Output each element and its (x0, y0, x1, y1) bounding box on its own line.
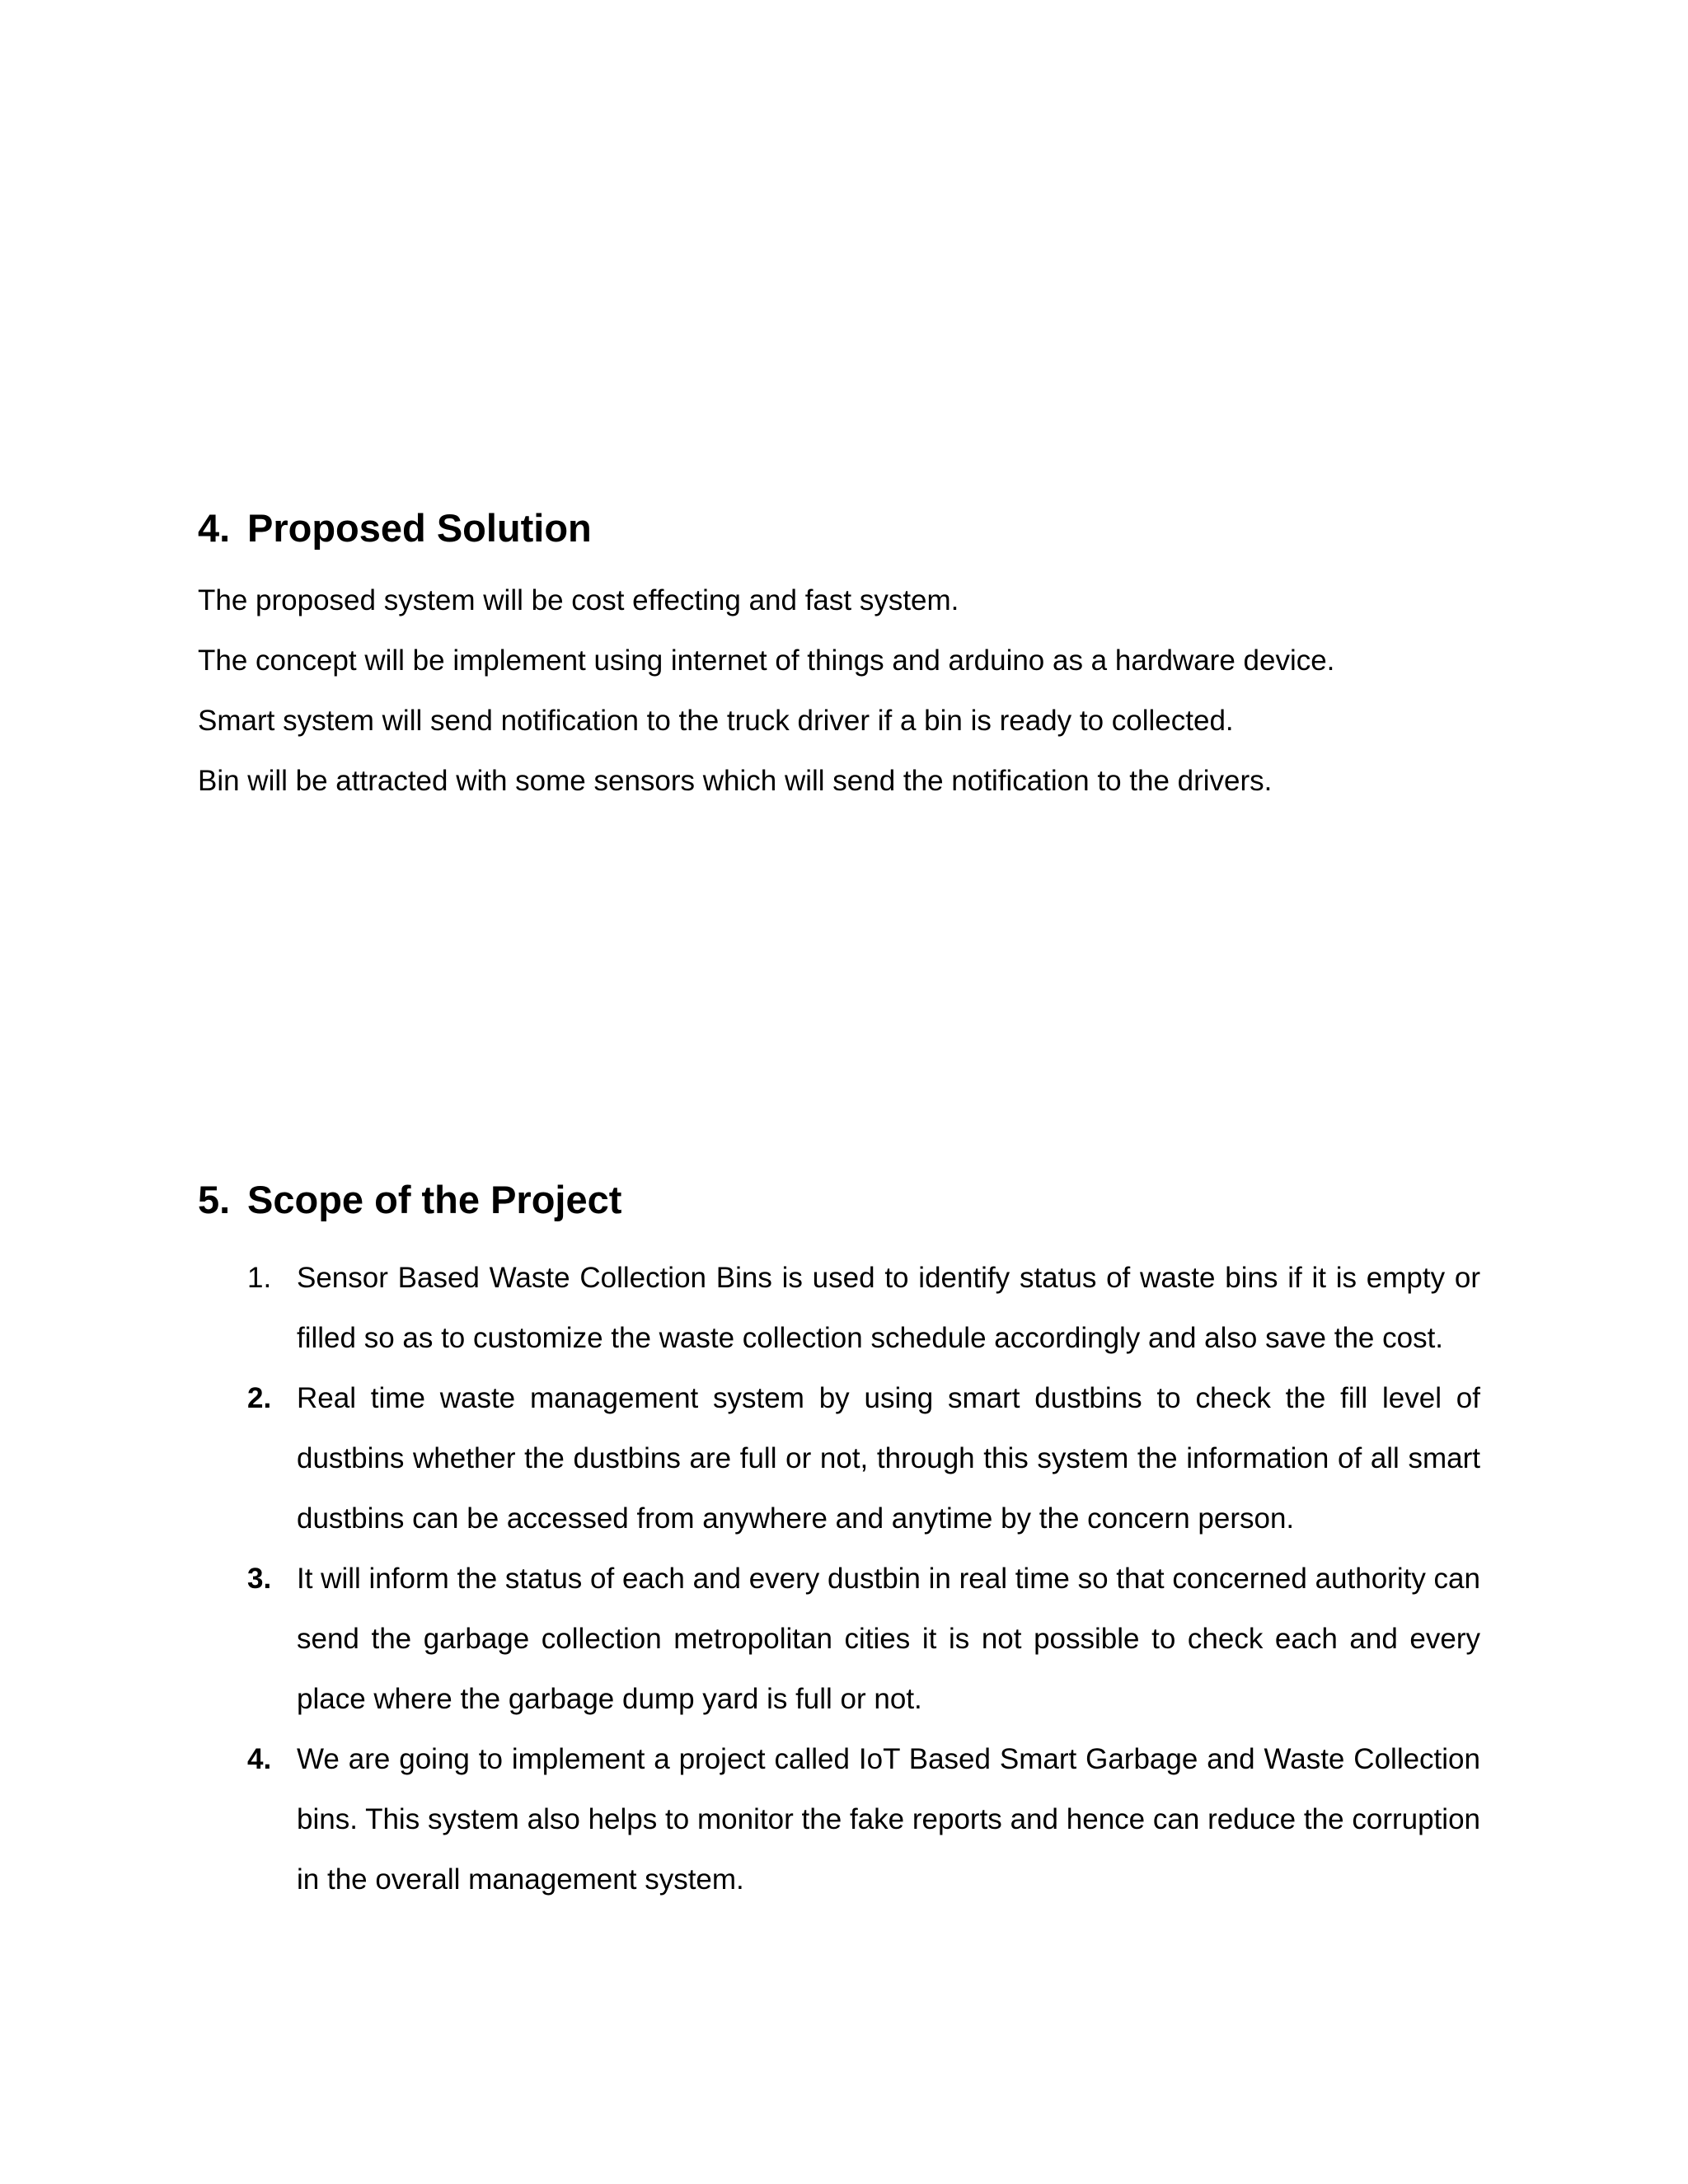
list-item-number: 3. (247, 1563, 272, 1595)
list-item-text: It will inform the status of each and every dustbin in real time so that concerned authority can send the garbage collection metropolitan cities it is not possible to check each and every place where the garbage dump yard is full or not. (297, 1563, 1480, 1715)
list-item (247, 1729, 1480, 1910)
list-item (247, 1368, 1480, 1549)
section-number: 4. (198, 506, 231, 550)
paragraph: Smart system will send notification to the truck driver if a bin is ready to collected. (198, 705, 1234, 737)
list-item-text: We are going to implement a project called IoT Based Smart Garbage and Waste Collection bins. This system also helps to monitor the fake reports and hence can reduce the corruption in the overall management system. (297, 1743, 1480, 1896)
list-item-number: 4. (247, 1743, 272, 1775)
list-item-text: Real time waste management system by using smart dustbins to check the fill level of dustbins whether the dustbins are full or not, through this system the information of all smart dustbins can be accessed from anywhere and anytime by the concern person. (297, 1382, 1480, 1535)
section-heading-scope-of-project (198, 1177, 621, 1223)
list-item-number: 2. (247, 1382, 272, 1414)
section-heading-proposed-solution (198, 505, 592, 551)
section-title: Proposed Solution (247, 506, 592, 550)
section-title: Scope of the Project (247, 1178, 622, 1221)
paragraph: The proposed system will be cost effecting and fast system. (198, 584, 959, 616)
paragraph: Bin will be attracted with some sensors which will send the notification to the drivers. (198, 765, 1273, 797)
list-item-text: Sensor Based Waste Collection Bins is used to identify status of waste bins if it is empty or filled so as to customize the waste collection schedule accordingly and also save the cost. (297, 1262, 1480, 1354)
paragraph: The concept will be implement using internet of things and arduino as a hardware device. (198, 644, 1335, 677)
list-item (247, 1248, 1480, 1368)
scope-list (247, 1248, 1480, 1910)
section-number: 5. (198, 1178, 231, 1221)
list-item (247, 1549, 1480, 1729)
list-item-number: 1. (247, 1262, 272, 1294)
